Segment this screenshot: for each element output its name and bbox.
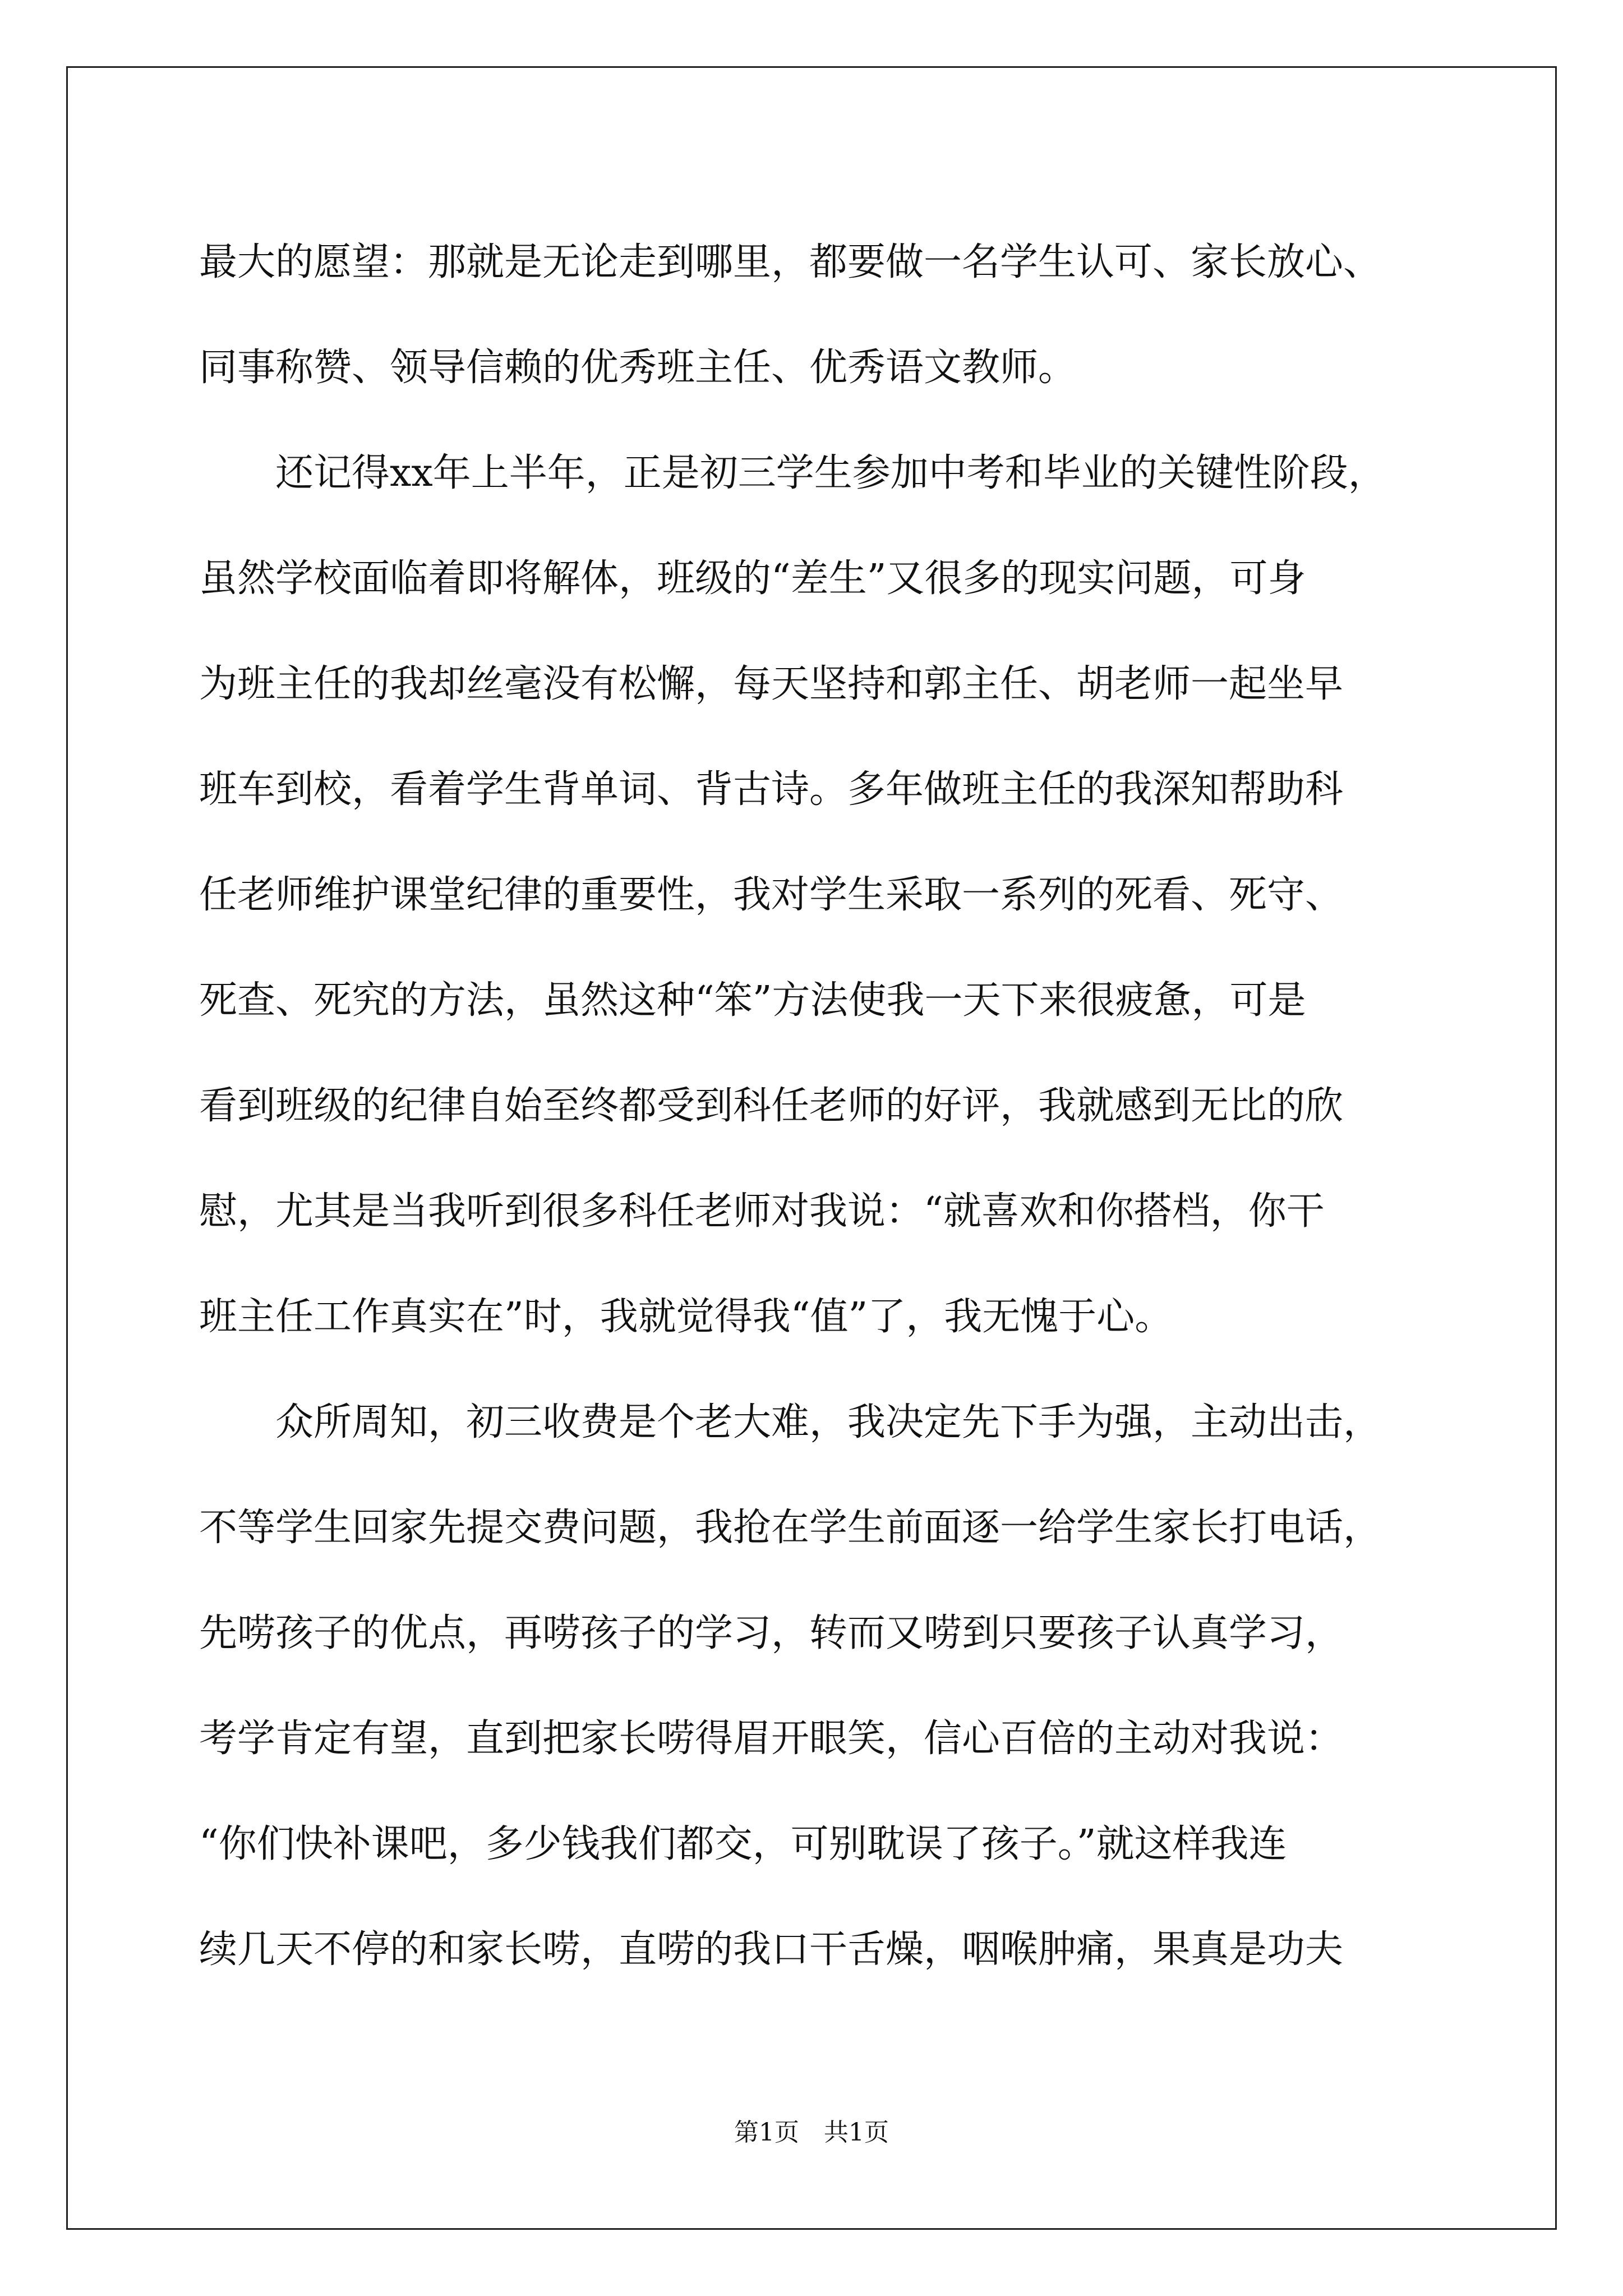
text-line: 众所周知，初三收费是个老大难，我决定先下手为强，主动出击， [199,1400,1382,1444]
text-line: 先唠孩子的优点，再唠孩子的学习，转而又唠到只要孩子认真学习， [199,1611,1344,1655]
text-line: 看到班级的纪律自始至终都受到科任老师的好评，我就感到无比的欣 [199,1084,1344,1128]
text-line: 班主任工作真实在”时，我就觉得我“值”了，我无愧于心。 [199,1295,1173,1339]
text-line: 同事称赞、领导信赖的优秀班主任、优秀语文教师。 [199,346,1077,390]
text-line: 虽然学校面临着即将解体，班级的“差生”又很多的现实问题，可身 [199,556,1306,601]
text-line: 续几天不停的和家长唠，直唠的我口干舌燥，咽喉肿痛，果真是功夫 [199,1927,1344,1972]
text-line: 考学肯定有望，直到把家长唠得眉开眼笑，信心百倍的主动对我说： [199,1717,1344,1761]
text-line: 任老师维护课堂纪律的重要性，我对学生采取一系列的死看、死守、 [199,873,1344,917]
document-body [199,210,1450,2003]
text-line: 还记得xx年上半年，正是初三学生参加中考和毕业的关键性阶段， [199,451,1386,495]
text-line: 死查、死究的方法，虽然这种“笨”方法使我一天下来很疲惫，可是 [199,978,1306,1023]
text-line: 班车到校，看着学生背单词、背古诗。多年做班主任的我深知帮助科 [199,767,1344,812]
text-line: 最大的愿望：那就是无论走到哪里，都要做一名学生认可、家长放心、 [199,240,1382,284]
text-line: 为班主任的我却丝毫没有松懈，每天坚持和郭主任、胡老师一起坐早 [199,662,1344,706]
page-footer: 第1页 共1页 [734,2118,889,2147]
text-line: “你们快补课吧，多少钱我们都交，可别耽误了孩子。”就这样我连 [199,1822,1287,1866]
text-line: 慰，尤其是当我听到很多科任老师对我说：“就喜欢和你搭档，你干 [199,1189,1325,1234]
text-line: 不等学生回家先提交费问题，我抢在学生前面逐一给学生家长打电话， [199,1506,1382,1550]
